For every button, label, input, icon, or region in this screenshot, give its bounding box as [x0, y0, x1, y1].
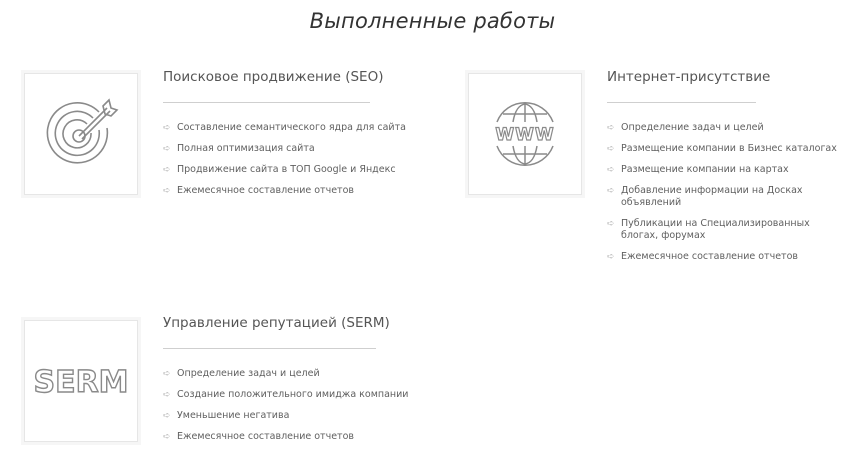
list-item: ➪ Составление семантического ядра для сайта: [163, 122, 406, 133]
www-globe-icon: [483, 92, 567, 176]
bullet-arrow-icon: ➪: [607, 165, 615, 175]
seo-list: [163, 122, 443, 206]
list-item: ➪ Ежемесячное составление отчетов: [607, 251, 798, 262]
list-item: ➪ Добавление информации на Досках объявлений: [607, 185, 803, 208]
list-item: ➪ Ежемесячное составление отчетов: [163, 185, 354, 196]
bullet-arrow-icon: ➪: [607, 252, 615, 262]
list-item: ➪ Уменьшение негатива: [163, 410, 290, 421]
bullet-arrow-icon: ➪: [607, 123, 615, 133]
bullet-arrow-icon: ➪: [163, 411, 171, 421]
web-icon-box: [468, 73, 582, 195]
list-item: ➪ Размещение компании в Бизнес каталогах: [607, 143, 837, 154]
list-item: ➪ Создание положительного имиджа компании: [163, 389, 409, 400]
serm-logo-text: SERM: [33, 365, 129, 400]
bullet-arrow-icon: ➪: [163, 144, 171, 154]
seo-divider: [163, 102, 370, 103]
bullet-arrow-icon: ➪: [607, 144, 615, 154]
list-item: ➪ Определение задач и целей: [163, 368, 320, 379]
bullet-arrow-icon: ➪: [607, 219, 615, 229]
list-item: ➪ Полная оптимизация сайта: [163, 143, 315, 154]
bullet-arrow-icon: ➪: [163, 432, 171, 442]
web-title: Интернет-присутствие: [607, 69, 771, 85]
list-item: ➪ Продвижение сайта в ТОП Google и Яндекс: [163, 164, 396, 175]
list-item: ➪ Размещение компании на картах: [607, 164, 789, 175]
bullet-arrow-icon: ➪: [163, 390, 171, 400]
bullet-arrow-icon: ➪: [163, 369, 171, 379]
seo-icon-box: [24, 73, 138, 195]
seo-title: Поисковое продвижение (SEO): [163, 69, 384, 85]
serm-list: [163, 368, 443, 452]
serm-title: Управление репутацией (SERM): [163, 315, 390, 331]
page-title: Выполненные работы: [309, 9, 556, 33]
list-item: ➪ Ежемесячное составление отчетов: [163, 431, 354, 442]
serm-divider: [163, 348, 376, 349]
bullet-arrow-icon: ➪: [163, 165, 171, 175]
svg-text:WWW: WWW: [495, 125, 555, 145]
web-divider: [607, 102, 756, 103]
list-item: ➪ Публикации на Специализированных блогах, форумах: [607, 218, 810, 241]
bullet-arrow-icon: ➪: [607, 186, 615, 196]
list-item: ➪ Определение задач и целей: [607, 122, 764, 133]
target-icon: [41, 94, 121, 174]
bullet-arrow-icon: ➪: [163, 123, 171, 133]
bullet-arrow-icon: ➪: [163, 186, 171, 196]
serm-logo: [29, 361, 133, 401]
serm-icon-box: [24, 320, 138, 442]
web-list: [607, 122, 837, 272]
